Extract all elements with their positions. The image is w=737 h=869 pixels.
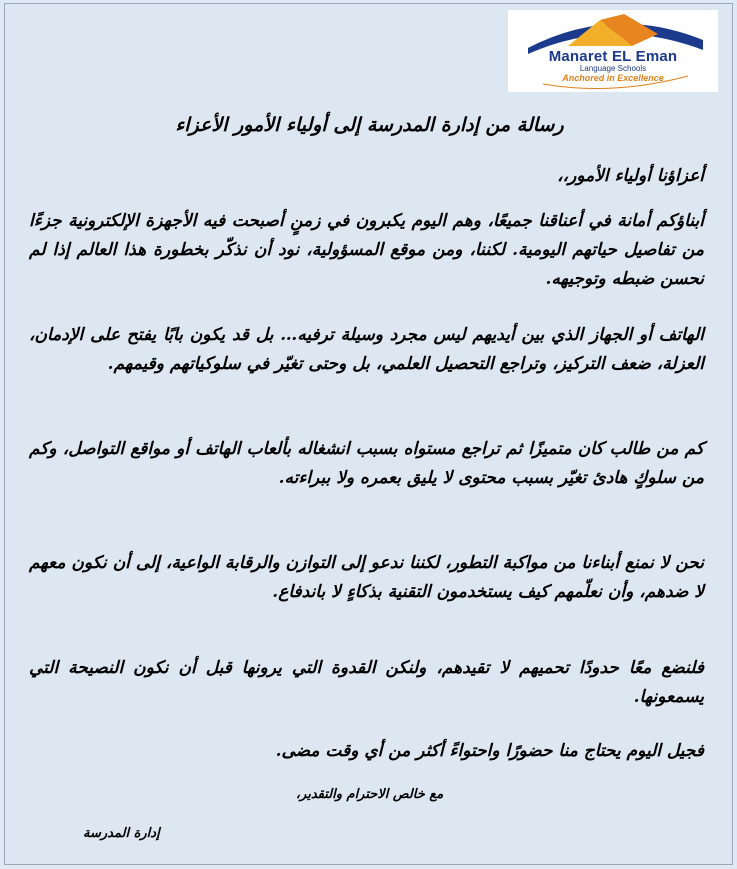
letter-closing: مع خالص الاحترام والتقدير، <box>295 787 444 802</box>
letter-paragraph: فجيل اليوم يحتاج منا حضورًا واحتواءً أكثر من أي وقت مضى. <box>275 741 704 761</box>
letter-greeting: أعزاؤنا أولياء الأمور،، <box>557 166 704 186</box>
letter-title: رسالة من إدارة المدرسة إلى أولياء الأمور الأعزاء <box>175 114 564 136</box>
letter-page <box>4 3 733 865</box>
letter-paragraph: نحن لا نمنع أبناءنا من مواكبة التطور، لكننا ندعو إلى التوازن والرقابة الواعية، إلى أن نكون معهم لا ضدهم، وأن نعلّمهم كيف يستخدمون التقنية بذكاءٍ لا باندفاع. <box>29 553 704 602</box>
logo-subtitle: Language Schools <box>579 64 647 73</box>
letter-paragraph: فلنضع معًا حدودًا تحميهم لا تقيدهم، ولنكن القدوة التي يرونها قبل أن نكون النصيحة التي يسمعونها. <box>29 658 704 707</box>
letter-paragraph: كم من طالب كان متميزًا ثم تراجع مستواه بسبب انشغاله بألعاب الهاتف أو مواقع التواصل، وكم من سلوكٍ هادئ تغيّر بسبب محتوى لا يليق بعمره ولا ببراءته. <box>29 439 704 488</box>
logo-tagline: Anchored in Excellence <box>562 73 664 83</box>
letter-paragraph: أبناؤكم أمانة في أعناقنا جميعًا، وهم اليوم يكبرون في زمنٍ أصبحت فيه الأجهزة الإلكترونية جزءًا من تفاصيل حياتهم اليومية. لكننا، ومن موقع المسؤولية، نود أن نذكّر بخطورة هذا العالم إذا لم نحسن ضبطه وتوجيهه. <box>29 211 704 289</box>
letter-signature: إدارة المدرسة <box>83 826 160 841</box>
logo-name: Manaret EL Eman <box>548 48 678 65</box>
school-logo <box>508 10 718 92</box>
letter-paragraph: الهاتف أو الجهاز الذي بين أيديهم ليس مجرد وسيلة ترفيه… بل قد يكون بابًا يفتح على الإدمان، العزلة، ضعف التركيز، وتراجع التحصيل العلمي، بل وحتى تغيّر في سلوكياتهم وقيمهم. <box>29 325 704 374</box>
